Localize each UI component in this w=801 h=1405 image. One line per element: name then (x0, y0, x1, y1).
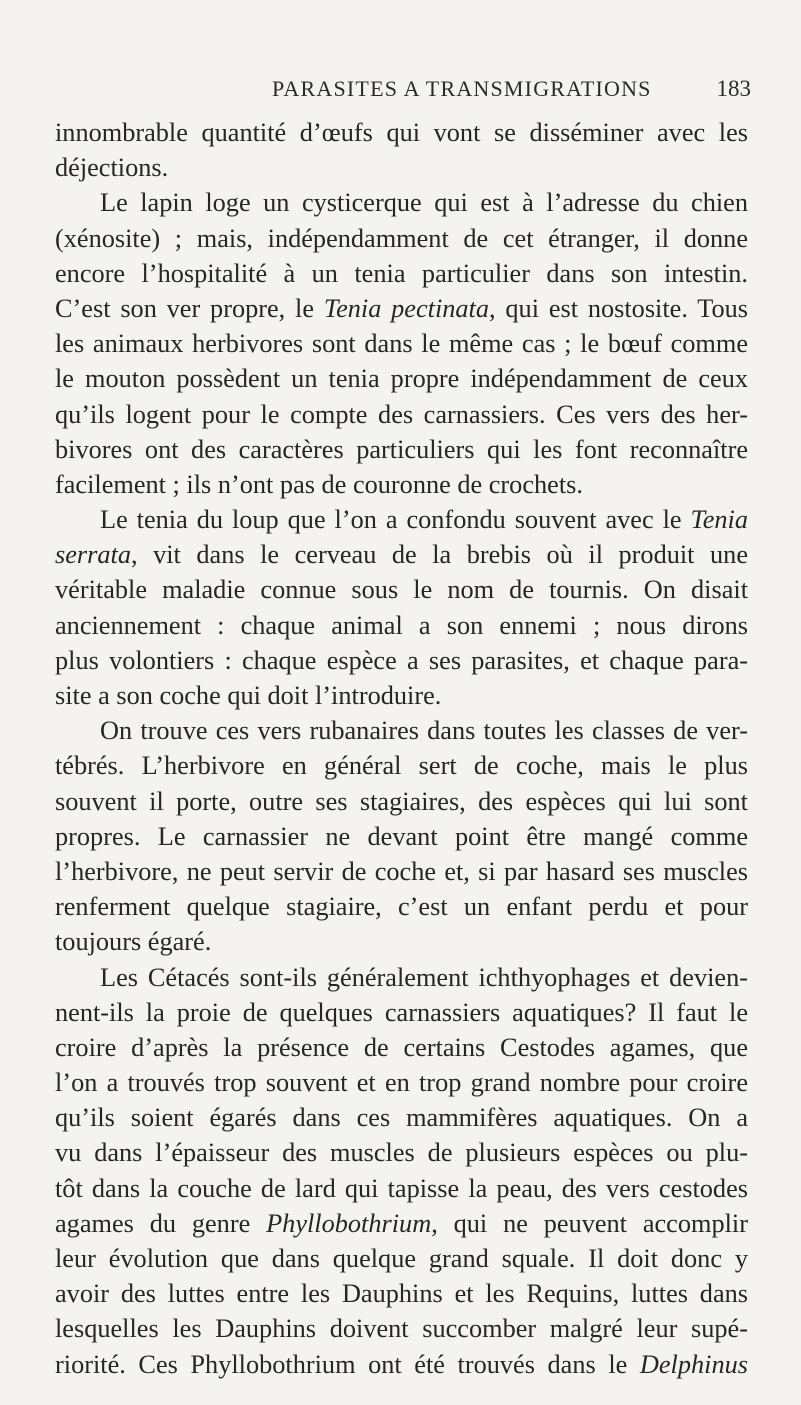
text-line (55, 432, 748, 467)
italic-term: Phyllobothrium (266, 1208, 432, 1238)
text-run: l’on a trouvés trop souvent et en trop grand nombre pour croire (55, 1068, 748, 1098)
text-line (55, 115, 748, 150)
text-line (55, 960, 748, 995)
text-run: , qui est nostosite. Tous (489, 293, 749, 323)
text-run: , vit dans le cerveau de la brebis où il produit une (130, 540, 748, 570)
text-run: Les Cétacés sont-ils généralement ichthyophages et devien- (100, 962, 748, 992)
text-run: tébrés. L’herbivore en général sert de coche, mais le plus (55, 751, 748, 781)
text-run: site a son coche qui doit l’introduire. (55, 681, 442, 710)
italic-term: Delphinus (639, 1349, 748, 1379)
text-run: riorité. Ces Phyllobothrium ont été trouvés dans le (55, 1349, 640, 1379)
italic-term: serrata (55, 540, 131, 570)
text-run: (xénosite) ; mais, indépendamment de cet étranger, il donne (55, 223, 748, 253)
text-run: On trouve ces vers rubanaires dans toutes les classes de ver- (100, 716, 748, 746)
text-run: toujours égaré. (55, 927, 212, 957)
text-run: innombrable quantité d’œufs qui vont se disséminer avec les (55, 118, 748, 147)
text-run: tôt dans la couche de lard qui tapisse la peau, des vers cestodes (55, 1173, 748, 1203)
text-run: leur évolution que dans quelque grand squale. Il doit donc y (55, 1244, 748, 1273)
text-line (55, 1241, 748, 1276)
text-line (55, 713, 748, 748)
text-line (55, 291, 748, 326)
text-run: plus volontiers : chaque espèce a ses parasites, et chaque para- (55, 645, 748, 675)
page-number: 183 (716, 76, 751, 101)
text-line (55, 221, 748, 256)
text-run: propres. Le carnassier ne devant point être mangé comme (55, 821, 748, 851)
text-run: anciennement : chaque animal a son ennemi ; nous dirons (55, 610, 748, 640)
text-line (55, 1065, 748, 1100)
text-line (55, 1311, 748, 1346)
text-run: croire d’après la présence de certains Cestodes agames, que (55, 1032, 748, 1062)
text-line (55, 1347, 748, 1382)
text-line (55, 467, 748, 502)
text-line (55, 678, 748, 713)
text-run: Le tenia du loup que l’on a confondu souvent avec le (100, 505, 691, 535)
text-line (55, 1135, 748, 1170)
text-line (55, 1206, 748, 1241)
text-run: renferment quelque stagiaire, c’est un enfant perdu et pour (55, 892, 748, 922)
text-run: les animaux herbivores sont dans le même cas ; le bœuf comme (55, 329, 748, 359)
text-line (55, 889, 748, 924)
text-run: qu’ils logent pour le compte des carnassiers. Ces vers des her- (55, 399, 748, 429)
text-line (55, 150, 748, 185)
italic-term: Tenia pectinata (323, 293, 490, 323)
text-run: avoir des luttes entre les Dauphins et les Requins, luttes dans (55, 1279, 748, 1309)
running-title: PARASITES A TRANSMIGRATIONS (272, 76, 652, 101)
text-line (55, 995, 748, 1030)
text-run: , qui ne peuvent accomplir (431, 1208, 748, 1238)
text-run: qu’ils soient égarés dans ces mammifères aquatiques. On a (55, 1103, 748, 1133)
text-line (55, 819, 748, 854)
text-run: agames du genre (55, 1208, 267, 1238)
text-line (55, 256, 748, 291)
text-run: C’est son ver propre, le (55, 293, 324, 323)
text-run: encore l’hospitalité à un tenia particulier dans son intestin. (55, 258, 748, 288)
text-run: lesquelles les Dauphins doivent succomber malgré leur supé- (55, 1314, 748, 1344)
text-line (55, 537, 748, 572)
page-header (0, 76, 801, 106)
text-line (55, 361, 748, 396)
text-line (55, 397, 748, 432)
text-line (55, 326, 748, 361)
text-run: déjections. (55, 153, 169, 183)
text-line (55, 185, 748, 220)
text-line (55, 854, 748, 889)
text-line (55, 1030, 748, 1065)
italic-term: Tenia (690, 505, 748, 535)
text-run: Le lapin loge un cysticerque qui est à l’adresse du chien (100, 188, 748, 218)
text-line (55, 748, 748, 783)
text-run: vu dans l’épaisseur des muscles de plusieurs espèces ou plu- (55, 1138, 748, 1168)
text-run: véritable maladie connue sous le nom de tournis. On disait (55, 575, 748, 605)
text-line (55, 1276, 748, 1311)
text-line (55, 643, 748, 678)
text-line (55, 924, 748, 959)
text-run: l’herbivore, ne peut servir de coche et, si par hasard ses muscles (55, 856, 748, 886)
text-line (55, 1100, 748, 1135)
text-run: nent-ils la proie de quelques carnassiers aquatiques? Il faut le (55, 997, 748, 1027)
text-line (55, 784, 748, 819)
text-run: souvent il porte, outre ses stagiaires, des espèces qui lui sont (55, 786, 748, 816)
text-run: le mouton possèdent un tenia propre indépendamment de ceux (55, 364, 748, 394)
text-line (55, 608, 748, 643)
body-text (55, 115, 748, 1382)
text-line (55, 572, 748, 607)
text-line (55, 1171, 748, 1206)
text-run: bivores ont des caractères particuliers qui les font reconnaître (55, 434, 748, 464)
text-run: facilement ; ils n’ont pas de couronne de crochets. (55, 469, 583, 499)
text-line (55, 502, 748, 537)
